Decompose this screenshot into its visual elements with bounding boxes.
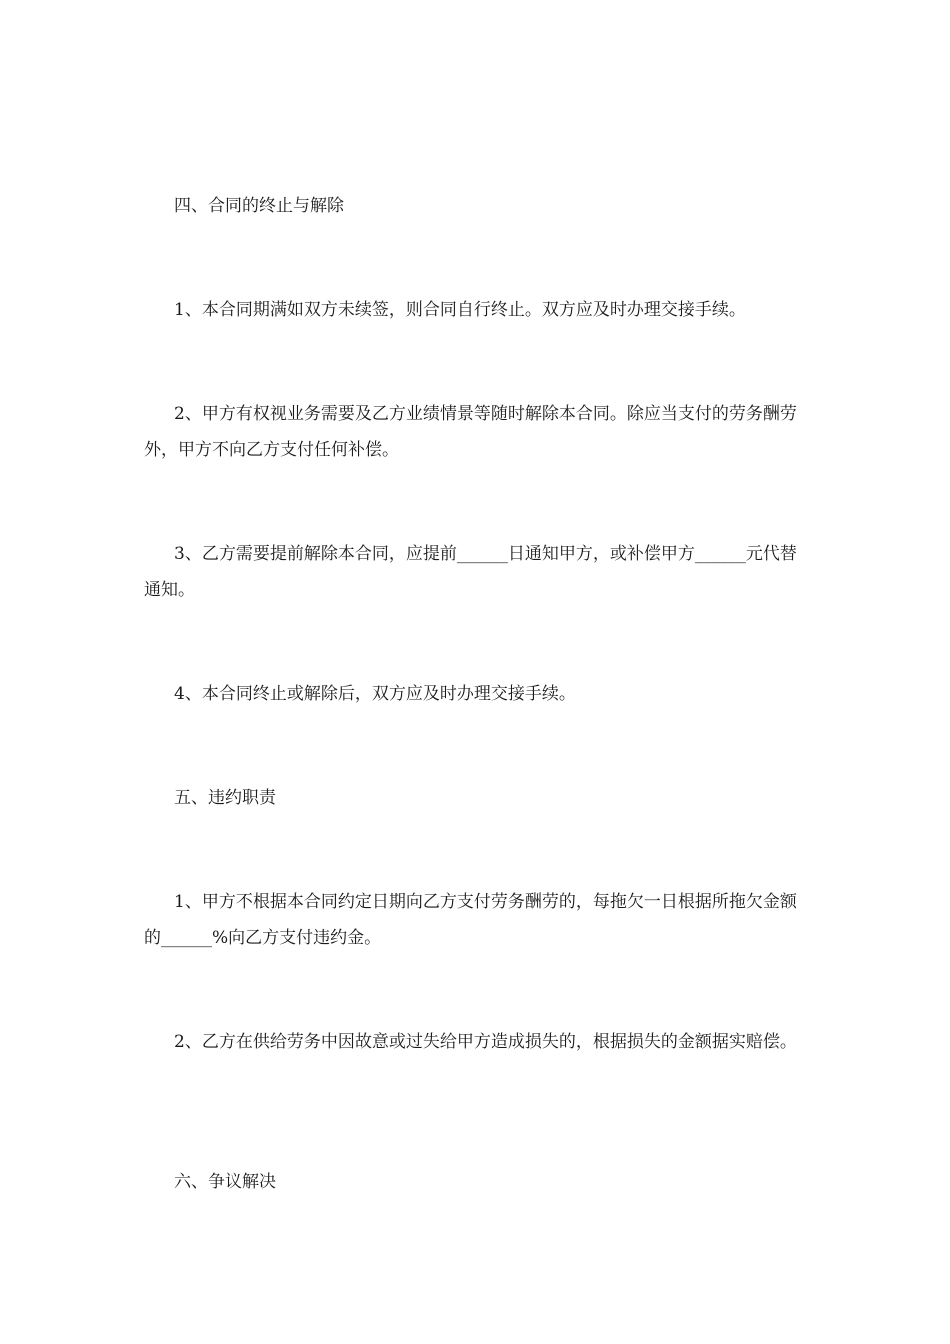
clause-termination-2: 2、甲方有权视业务需要及乙方业绩情景等随时解除本合同。除应当支付的劳务酬劳外，甲方不向乙方支付任何补偿。 xyxy=(144,404,797,460)
clause-termination-4: 4、本合同终止或解除后，双方应及时办理交接手续。 xyxy=(174,684,576,704)
section-heading-termination: 四、合同的终止与解除 xyxy=(174,196,344,216)
clause-termination-3: 3、乙方需要提前解除本合同，应提前______日通知甲方，或补偿甲方______元代替通知。 xyxy=(144,544,797,600)
section-heading-breach: 五、违约职责 xyxy=(174,788,276,808)
clause-breach-1: 1、甲方不根据本合同约定日期向乙方支付劳务酬劳的，每拖欠一日根据所拖欠金额的______%向乙方支付违约金。 xyxy=(144,892,797,948)
section-heading-dispute: 六、争议解决 xyxy=(174,1172,276,1192)
clause-breach-2: 2、乙方在供给劳务中因故意或过失给甲方造成损失的，根据损失的金额据实赔偿。 xyxy=(174,1032,797,1052)
clause-termination-1: 1、本合同期满如双方未续签，则合同自行终止。双方应及时办理交接手续。 xyxy=(174,300,746,320)
